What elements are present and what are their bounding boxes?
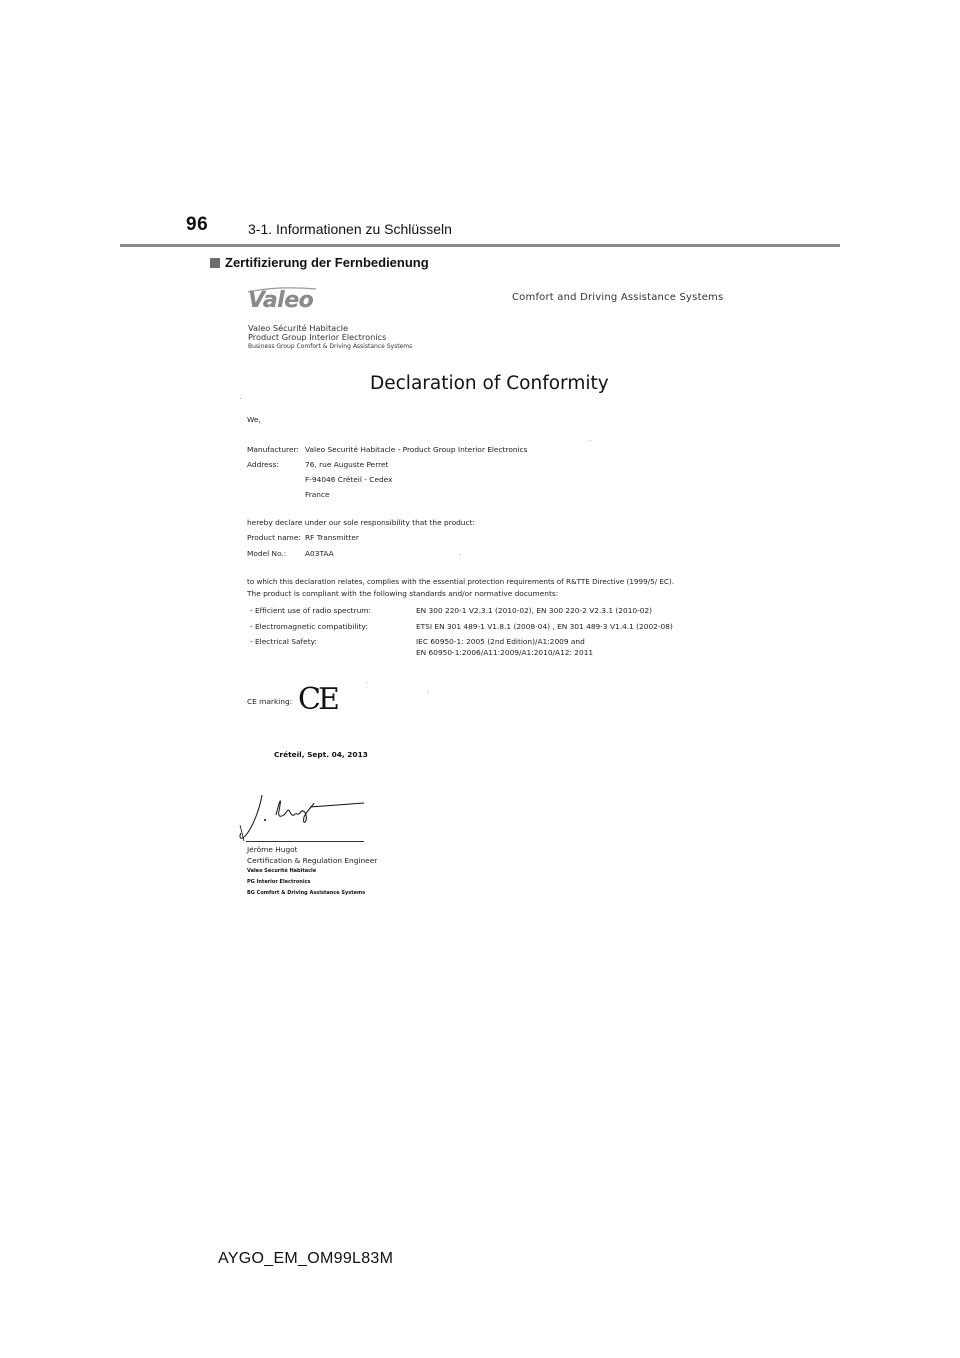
compliant-text: The product is compliant with the following standards and/or normative documents:	[247, 589, 559, 598]
company-tagline: Comfort and Driving Assistance Systems	[512, 292, 724, 303]
header-divider	[120, 244, 840, 247]
relates-text: to which this declaration relates, complies with the essential protection requirements of R&TTE Directive (1999/5/ EC).	[247, 577, 675, 586]
address-line: 76, rue Auguste Perret	[305, 460, 389, 469]
signatory-line: BG Comfort & Driving Assistance Systems	[247, 890, 366, 896]
standard-label: - Electromagnetic compatibility:	[250, 622, 368, 631]
signatory-line: Valeo Sécurité Habitacle	[247, 868, 317, 874]
declaration-of-conformity-document	[228, 280, 738, 905]
valeo-logo-text: Valeo	[248, 288, 314, 313]
product-name-label: Product name:	[247, 533, 301, 542]
sub-heading-text: Zertifizierung der Fernbedienung	[225, 255, 429, 270]
standard-label: - Efficient use of radio spectrum:	[250, 606, 371, 615]
page-number: 96	[186, 214, 209, 235]
standard-value: EN 60950-1:2006/A11:2009/A1:2010/A12: 2011	[416, 648, 594, 657]
manufacturer-label: Manufacturer:	[247, 445, 299, 454]
ce-mark-icon: CE	[298, 682, 337, 717]
ce-marking-label: CE marking:	[247, 697, 293, 706]
sub-heading	[210, 255, 429, 270]
address-label: Address:	[247, 460, 279, 469]
we-text: We,	[247, 415, 261, 424]
standard-value: IEC 60950-1: 2005 (2nd Edition)/A1:2009 and	[416, 637, 585, 646]
model-value: A03TAA	[305, 549, 334, 558]
address-line: France	[305, 490, 330, 499]
signatory-title: Certification & Regulation Engineer	[247, 856, 378, 865]
standard-value: ETSI EN 301 489-1 V1.8.1 (2008-04) , EN 301 489-3 V1.4.1 (2002-08)	[416, 622, 673, 631]
company-line: Product Group Interior Electronics	[248, 332, 387, 342]
document-title: Declaration of Conformity	[370, 373, 609, 394]
manufacturer-value: Valeo Securité Habitacle - Product Group Interior Electronics	[305, 445, 528, 454]
address-line: F-94046 Créteil - Cedex	[305, 475, 393, 484]
declare-text: hereby declare under our sole responsibility that the product:	[247, 518, 475, 527]
valeo-logo	[246, 284, 318, 318]
company-block	[248, 324, 412, 351]
signature-line	[246, 841, 364, 842]
company-line: Valeo Sécurité Habitacle	[248, 323, 349, 333]
square-bullet-icon	[210, 258, 220, 268]
signatory-name: Jérôme Hugot	[247, 845, 298, 854]
model-label: Model No.:	[247, 549, 287, 558]
standard-value: EN 300 220-1 V2.3.1 (2010-02), EN 300 220-2 V2.3.1 (2010-02)	[416, 606, 653, 615]
company-line: Business Group Comfort & Driving Assistance Systems	[248, 343, 413, 350]
document-code: AYGO_EM_OM99L83M	[218, 1250, 394, 1267]
signatory-line: PG Interior Electronics	[247, 879, 311, 885]
standard-label: - Electrical Safety:	[250, 637, 317, 646]
place-date: Créteil, Sept. 04, 2013	[274, 750, 368, 759]
product-name-value: RF Transmitter	[305, 533, 359, 542]
section-title: 3-1. Informationen zu Schlüsseln	[248, 221, 452, 237]
